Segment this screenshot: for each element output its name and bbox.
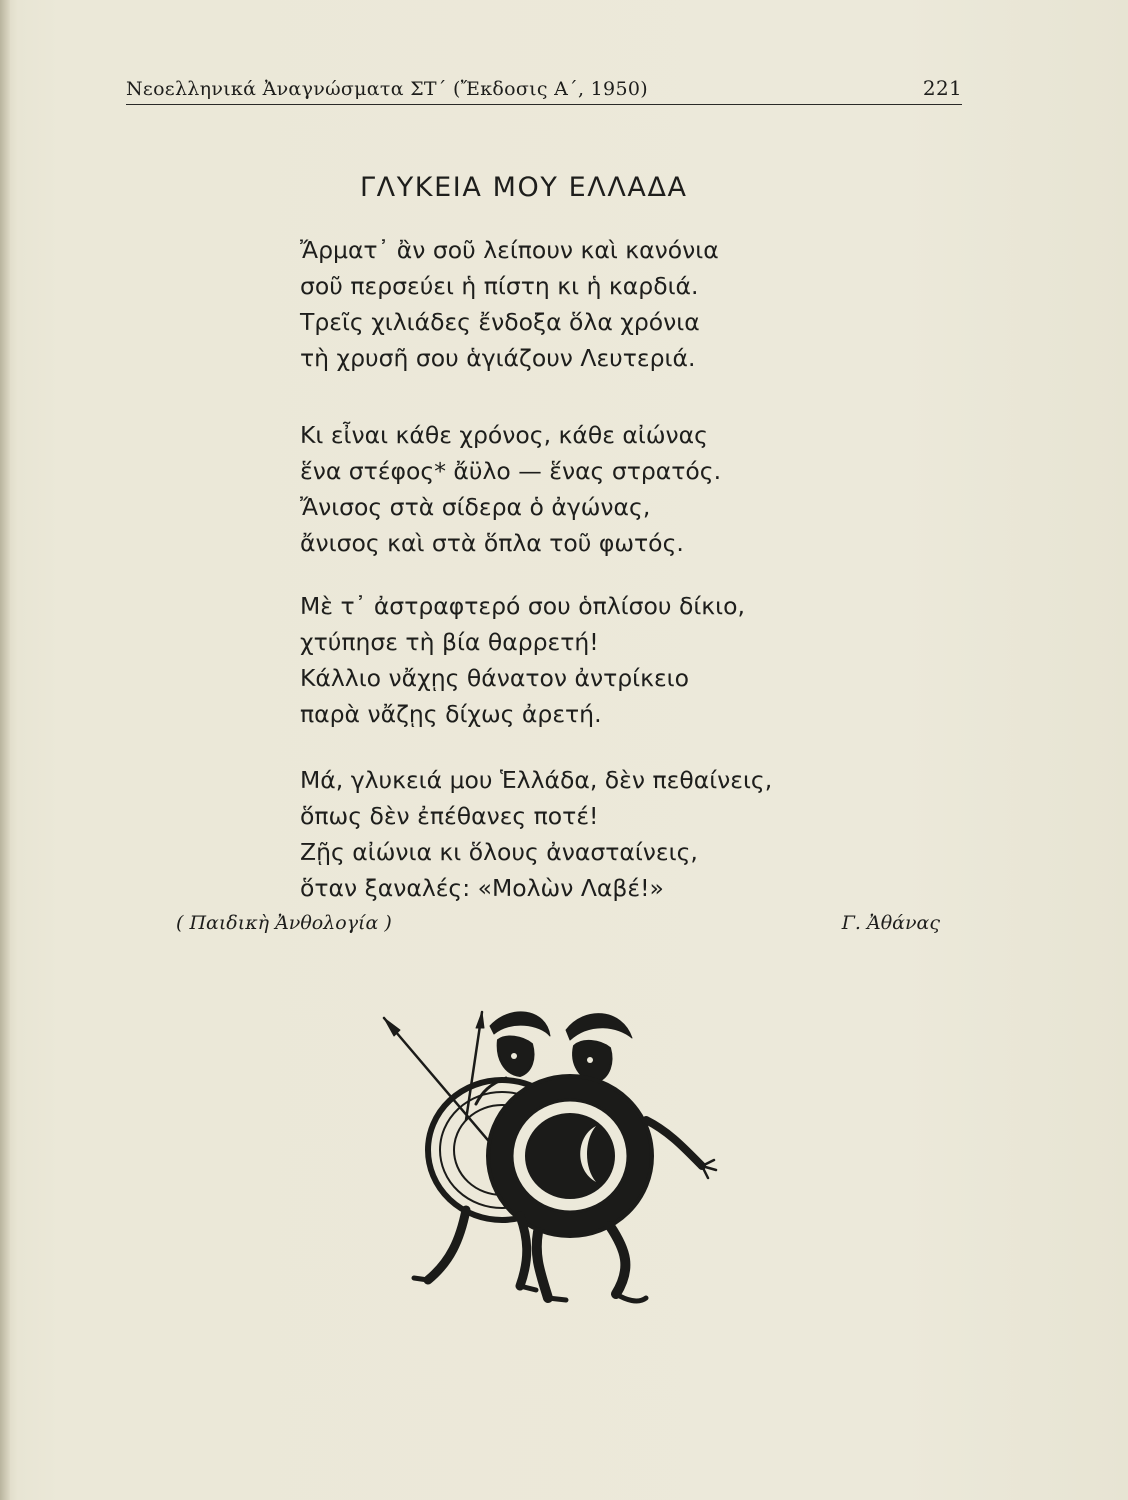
verse-line: Μά, γλυκειά μου Ἑλλάδα, δὲν πεθαίνεις, (300, 766, 773, 794)
verse-line: Τρεῖς χιλιάδες ἔνδοξα ὅλα χρόνια (300, 308, 700, 336)
verse-line: Ζῇς αἰώνια κι ὅλους ἀνασταίνεις, (300, 838, 698, 866)
verse-line: ὅπως δὲν ἐπέθανες ποτέ! (300, 802, 599, 830)
verse-line: χτύπησε τὴ βία θαρρετή! (300, 628, 599, 656)
verse-line: σοῦ περσεύει ἡ πίστη κι ἡ καρδιά. (300, 272, 699, 300)
poem-author: Γ. Ἀθάνας (841, 912, 940, 934)
header-title: Νεοελληνικά Ἀναγνώσματα ΣΤ΄ (Ἔκδοσις Α΄, 1950) (126, 78, 648, 100)
poem-source: ( Παιδικὴ Ἀνθολογία ) (176, 912, 392, 934)
verse-line: Μὲ τ᾽ ἀστραφτερό σου ὁπλίσου δίκιο, (300, 592, 745, 620)
page-binding-edge (0, 0, 10, 1500)
stanza-1 (300, 232, 860, 376)
verse-line: ἕνα στέφος* ἄϋλο — ἕνας στρατός. (300, 457, 722, 485)
verse-line: ἄνισος καὶ στὰ ὅπλα τοῦ φωτός. (300, 529, 684, 557)
stanza-3 (300, 588, 860, 732)
verse-line: Κάλλιο νἄχῃς θάνατον ἀντρίκειο (300, 664, 689, 692)
poem-title: ΓΛΥΚΕΙΑ ΜΟΥ ΕΛΛΑΔΑ (360, 172, 688, 203)
verse-line: Ἄρματ᾽ ἂν σοῦ λείπουν καὶ κανόνια (300, 236, 719, 264)
verse-line: ὅταν ξαναλές: «Μολὼν Λαβέ!» (300, 874, 664, 902)
stanza-2 (300, 417, 860, 561)
running-header (126, 76, 962, 106)
header-divider (126, 104, 962, 105)
verse-line: παρὰ νἄζῃς δίχως ἀρετή. (300, 700, 602, 728)
verse-line: τὴ χρυσῆ σου ἁγιάζουν Λευτεριά. (300, 344, 696, 372)
verse-line: Ἄνισος στὰ σίδερα ὁ ἀγώνας, (300, 493, 651, 521)
stanza-4 (300, 762, 860, 906)
hoplite-warriors-icon (370, 1000, 730, 1320)
page-number: 221 (922, 76, 962, 100)
verse-line: Κι εἶναι κάθε χρόνος, κάθε αἰώνας (300, 421, 708, 449)
